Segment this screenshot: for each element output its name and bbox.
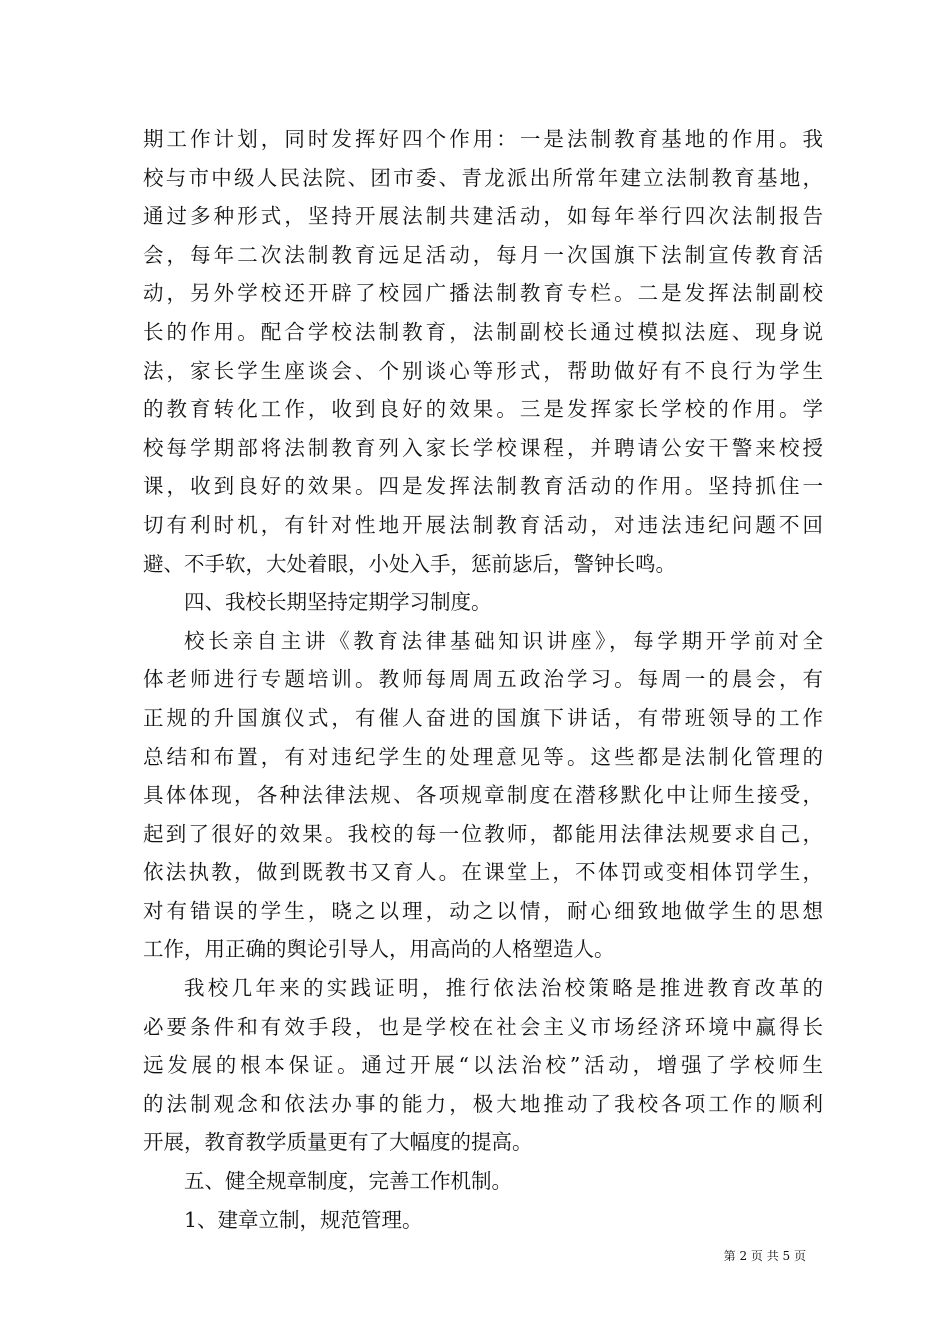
text-line: 校每学期部将法制教育列入家长学校课程，并聘请公安干警来校授 xyxy=(143,435,823,460)
paragraph xyxy=(143,969,823,1162)
text-line: 会，每年二次法制教育远足活动，每月一次国旗下法制宣传教育活 xyxy=(143,242,823,267)
text-line: 法，家长学生座谈会、个别谈心等形式，帮助做好有不良行为学生 xyxy=(143,358,823,383)
text-line: 通过多种形式，坚持开展法制共建活动，如每年举行四次法制报告 xyxy=(143,204,823,229)
text-line: 开展，教育教学质量更有了大幅度的提高。 xyxy=(143,1130,533,1155)
text-line: 校与市中级人民法院、团市委、青龙派出所常年建立法制教育基地， xyxy=(143,165,823,190)
text-line: 校长亲自主讲《教育法律基础知识讲座》，每学期开学前对全 xyxy=(184,628,823,653)
text-line: 远发展的根本保证。通过开展“以法治校”活动，增强了学校师生 xyxy=(143,1053,823,1078)
text-line: 体老师进行专题培训。教师每周周五政治学习。每周一的晨会，有 xyxy=(143,667,823,692)
text-line: 依法执教，做到既教书又育人。在课堂上，不体罚或变相体罚学生， xyxy=(143,860,823,885)
text-line: 1、建章立制，规范管理。 xyxy=(184,1207,423,1232)
text-line: 动，另外学校还开辟了校园广播法制教育专栏。二是发挥法制副校 xyxy=(143,281,823,306)
text-line: 对有错误的学生，晓之以理，动之以情，耐心细致地做学生的思想 xyxy=(143,898,823,923)
text-line: 的教育转化工作，收到良好的效果。三是发挥家长学校的作用。学 xyxy=(143,397,823,422)
paragraph xyxy=(143,583,823,622)
paragraph xyxy=(143,622,823,969)
paragraph xyxy=(143,120,823,583)
text-line: 长的作用。配合学校法制教育，法制副校长通过模拟法庭、现身说 xyxy=(143,319,823,344)
text-line: 我校几年来的实践证明，推行依法治校策略是推进教育改革的 xyxy=(184,976,823,1001)
text-line: 起到了很好的效果。我校的每一位教师，都能用法律法规要求自己， xyxy=(143,821,823,846)
text-line: 期工作计划，同时发挥好四个作用：一是法制教育基地的作用。我 xyxy=(143,127,823,151)
page-number-footer: 第 2 页 共 5 页 xyxy=(723,1249,806,1263)
text-line: 工作，用正确的舆论引导人，用高尚的人格塑造人。 xyxy=(143,937,615,962)
text-line: 五、健全规章制度，完善工作机制。 xyxy=(184,1169,512,1194)
text-line: 正规的升国旗仪式，有催人奋进的国旗下讲话，有带班领导的工作 xyxy=(143,705,823,730)
text-line: 的法制观念和依法办事的能力，极大地推动了我校各项工作的顺利 xyxy=(143,1091,823,1116)
text-line: 四、我校长期坚持定期学习制度。 xyxy=(184,590,492,615)
document-body xyxy=(143,120,823,1239)
text-line: 课，收到良好的效果。四是发挥法制教育活动的作用。坚持抓住一 xyxy=(143,474,823,499)
text-line: 避、不手软，大处着眼，小处入手，惩前毖后，警钟长鸣。 xyxy=(143,551,676,576)
text-line: 必要条件和有效手段，也是学校在社会主义市场经济环境中赢得长 xyxy=(143,1014,823,1039)
text-line: 切有利时机，有针对性地开展法制教育活动，对违法违纪问题不回 xyxy=(143,512,823,537)
text-line: 具体体现，各种法律法规、各项规章制度在潜移默化中让师生接受， xyxy=(143,783,823,808)
paragraph xyxy=(143,1201,823,1240)
text-line: 总结和布置，有对违纪学生的处理意见等。这些都是法制化管理的 xyxy=(143,744,823,769)
paragraph xyxy=(143,1162,823,1201)
